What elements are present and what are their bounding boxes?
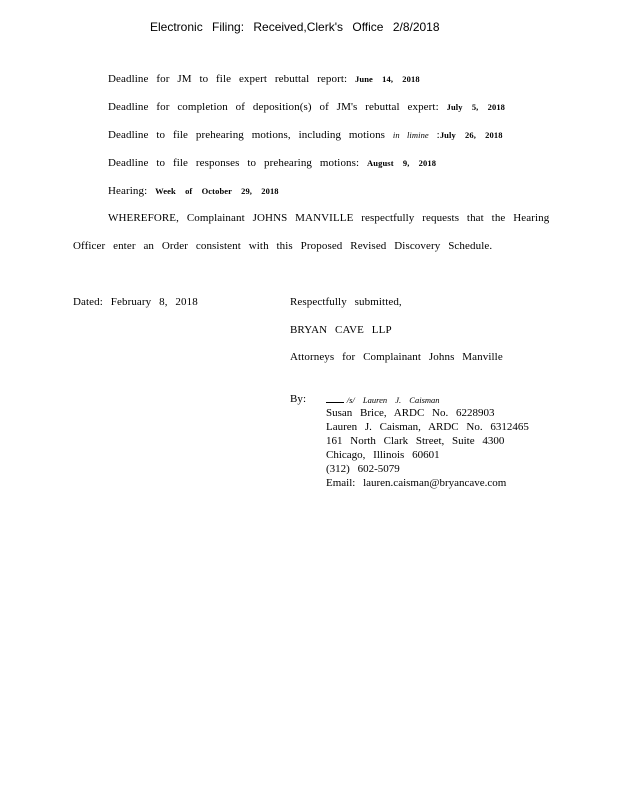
attorneys-for-line: Attorneys for Complainant Johns Manville (290, 351, 503, 363)
wherefore-line-2: Officer enter an Order consistent with this Proposed Revised Discovery Schedule. (73, 240, 493, 252)
signature-blank-line (326, 393, 344, 403)
phone-number: (312) 602-5079 (326, 463, 400, 475)
deadline-label: Deadline to file responses to prehearing motions: (108, 157, 360, 169)
deadline-date: June 14, 2018 (355, 74, 420, 84)
respectfully-submitted: Respectfully submitted, (290, 296, 402, 308)
attorney-block (326, 406, 529, 490)
attorney-line: Susan Brice, ARDC No. 6228903 (326, 407, 495, 419)
attorney-line: Lauren J. Caisman, ARDC No. 6312465 (326, 421, 529, 433)
wherefore-line-1: WHEREFORE, Complainant JOHNS MANVILLE respectfully requests that the Hearing (108, 212, 550, 224)
deadline-date: August 9, 2018 (367, 158, 437, 168)
email-address: Email: lauren.caisman@bryancave.com (326, 477, 507, 489)
hearing-label: Hearing: (108, 185, 148, 197)
deadline-label: Deadline for JM to file expert rebuttal report: (108, 73, 348, 85)
deadline-rebuttal-report (108, 73, 420, 85)
dated-line: Dated: February 8, 2018 (73, 296, 198, 308)
filing-stamp-header: Electronic Filing: Received,Clerk's Office 2/8/2018 (150, 20, 440, 34)
address-city: Chicago, Illinois 60601 (326, 449, 440, 461)
deadline-label: Deadline to file prehearing motions, including motions (108, 129, 386, 141)
hearing-date: Week of October 29, 2018 (155, 186, 279, 196)
law-firm-name: BRYAN CAVE LLP (290, 324, 392, 336)
signature-text: /s/ Lauren J. Caisman (346, 395, 440, 405)
address-street: 161 North Clark Street, Suite 4300 (326, 435, 505, 447)
deadline-italic-term: in limine (392, 130, 429, 140)
hearing-line (108, 185, 279, 197)
deadline-colon: : (436, 129, 440, 141)
deadline-label: Deadline for completion of deposition(s) of JM's rebuttal expert: (108, 101, 439, 113)
deadline-prehearing-motions (108, 129, 503, 141)
electronic-signature (326, 393, 440, 406)
by-label: By: (290, 393, 307, 405)
deadline-expert-deposition (108, 101, 505, 113)
deadline-date: July 5, 2018 (446, 102, 506, 112)
deadline-date: July 26, 2018 (439, 130, 503, 140)
deadline-responses (108, 157, 436, 169)
